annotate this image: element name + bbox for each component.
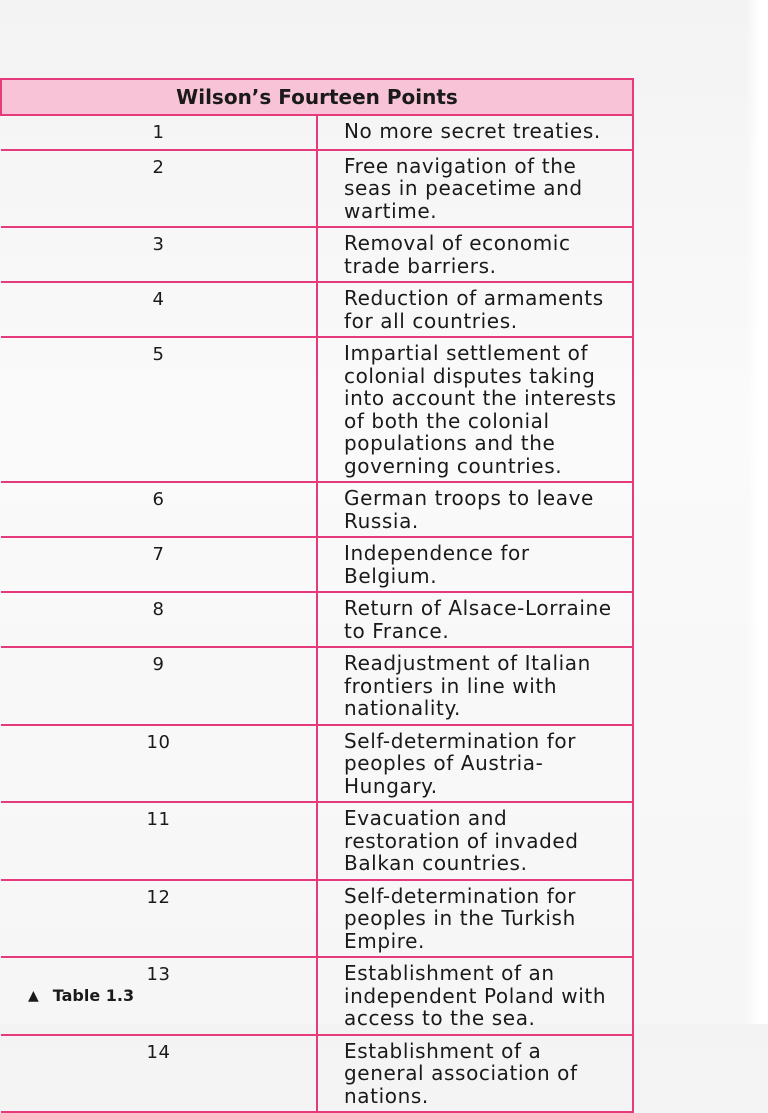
- table-row: [1, 482, 633, 537]
- point-number: 10: [1, 725, 317, 803]
- point-text: Reduction of armaments for all countries.: [317, 282, 633, 337]
- point-text: Evacuation and restoration of invaded Balkan countries.: [317, 802, 633, 880]
- table-row: [1, 802, 633, 880]
- point-text: Impartial settlement of colonial disputes taking into account the interests of both the colonial populations and the governing countries.: [317, 337, 633, 482]
- triangle-up-icon: ▲: [28, 987, 39, 1004]
- caption-label: Table 1.3: [52, 986, 135, 1005]
- table-row: [1, 150, 633, 228]
- point-text: Establishment of an independent Poland with access to the sea.: [317, 957, 633, 1035]
- point-number: 2: [1, 150, 317, 228]
- table-row: [1, 592, 633, 647]
- table-row: [1, 227, 633, 282]
- point-text: Return of Alsace-Lorraine to France.: [317, 592, 633, 647]
- point-number: 8: [1, 592, 317, 647]
- point-text: Independence for Belgium.: [317, 537, 633, 592]
- fourteen-points-table-container: [0, 78, 634, 1113]
- point-number: 4: [1, 282, 317, 337]
- table-row: [1, 115, 633, 150]
- point-number: 1: [1, 115, 317, 150]
- point-text: Removal of economic trade barriers.: [317, 227, 633, 282]
- table-row: [1, 880, 633, 958]
- table-caption: [28, 986, 134, 1005]
- point-number: 5: [1, 337, 317, 482]
- point-number: 7: [1, 537, 317, 592]
- point-number: 11: [1, 802, 317, 880]
- point-text: Self-determination for peoples of Austria-Hungary.: [317, 725, 633, 803]
- table-body: [1, 115, 633, 1112]
- table-row: [1, 647, 633, 725]
- table-row: [1, 282, 633, 337]
- point-text: Free navigation of the seas in peacetime and wartime.: [317, 150, 633, 228]
- point-number: 9: [1, 647, 317, 725]
- point-number: 14: [1, 1035, 317, 1113]
- table-header-row: [1, 79, 633, 115]
- point-text: No more secret treaties.: [317, 115, 633, 150]
- page-edge: [746, 0, 768, 1024]
- point-number: 6: [1, 482, 317, 537]
- table-row: [1, 537, 633, 592]
- table-row: [1, 725, 633, 803]
- point-number: 3: [1, 227, 317, 282]
- table-row: [1, 337, 633, 482]
- point-text: Self-determination for peoples in the Turkish Empire.: [317, 880, 633, 958]
- table-row: [1, 1035, 633, 1113]
- fourteen-points-table: [0, 78, 634, 1113]
- point-text: Readjustment of Italian frontiers in line with nationality.: [317, 647, 633, 725]
- table-title: Wilson’s Fourteen Points: [1, 79, 633, 115]
- point-text: German troops to leave Russia.: [317, 482, 633, 537]
- point-number: 13: [1, 957, 317, 1035]
- point-number: 12: [1, 880, 317, 958]
- point-text: Establishment of a general association of nations.: [317, 1035, 633, 1113]
